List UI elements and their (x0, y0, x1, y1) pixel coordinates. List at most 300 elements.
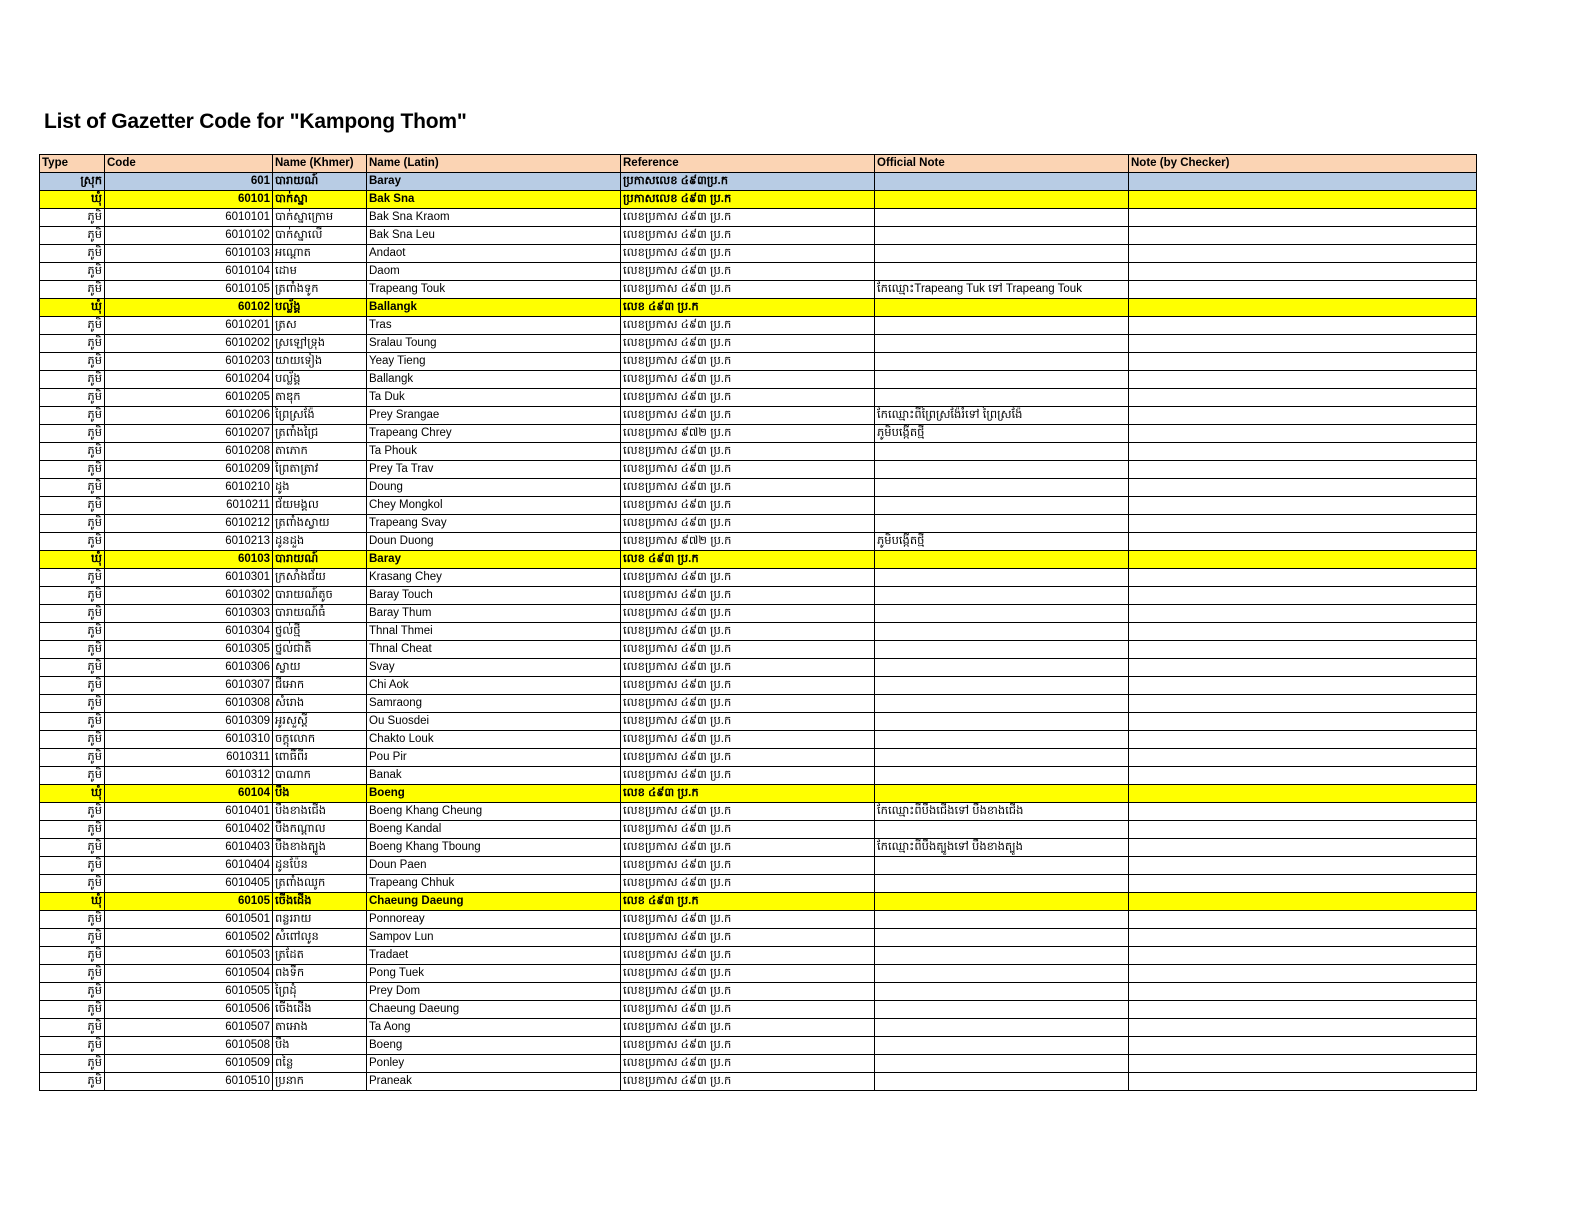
cell-type: ភូមិ (40, 461, 105, 479)
cell-type: ភូមិ (40, 1073, 105, 1091)
cell-type: ភូមិ (40, 695, 105, 713)
cell-name-khmer: ត្រពាំងឈូក (273, 875, 367, 893)
cell-type: ភូមិ (40, 839, 105, 857)
cell-code: 6010302 (105, 587, 273, 605)
village-row (40, 353, 1477, 371)
cell-reference: លេខប្រកាស ៤៩៣ ប្រ.ក (621, 929, 875, 947)
cell-name-latin: Andaot (367, 245, 621, 263)
cell-checker-note (1129, 659, 1477, 677)
village-row (40, 209, 1477, 227)
cell-name-latin: Banak (367, 767, 621, 785)
cell-checker-note (1129, 299, 1477, 317)
cell-reference: លេខប្រកាស ៤៩៣ ប្រ.ក (621, 479, 875, 497)
cell-type: ភូមិ (40, 353, 105, 371)
cell-name-khmer: ត្រពាំងទូក (273, 281, 367, 299)
cell-code: 6010304 (105, 623, 273, 641)
cell-name-latin: Prey Ta Trav (367, 461, 621, 479)
cell-type: ភូមិ (40, 515, 105, 533)
cell-checker-note (1129, 209, 1477, 227)
cell-name-khmer: បឹងកណ្តាល (273, 821, 367, 839)
cell-reference: លេខប្រកាស ៤៩៣ ប្រ.ក (621, 641, 875, 659)
cell-checker-note (1129, 749, 1477, 767)
cell-name-khmer: បល្ល័ង្គ (273, 371, 367, 389)
cell-reference: លេខប្រកាស ៤៩៣ ប្រ.ក (621, 335, 875, 353)
cell-type: ភូមិ (40, 821, 105, 839)
cell-type: ភូមិ (40, 641, 105, 659)
cell-type: ស្រុក (40, 173, 105, 191)
cell-code: 6010308 (105, 695, 273, 713)
cell-checker-note (1129, 983, 1477, 1001)
village-row (40, 371, 1477, 389)
cell-name-latin: Prey Dom (367, 983, 621, 1001)
cell-name-khmer: តាអោង (273, 1019, 367, 1037)
cell-official-note (875, 353, 1129, 371)
cell-reference: លេខប្រកាស ៤៩៣ ប្រ.ក (621, 569, 875, 587)
cell-checker-note (1129, 821, 1477, 839)
cell-name-latin: Trapeang Svay (367, 515, 621, 533)
cell-name-khmer: ដូង (273, 479, 367, 497)
cell-type: ភូមិ (40, 281, 105, 299)
cell-official-note (875, 479, 1129, 497)
cell-checker-note (1129, 443, 1477, 461)
cell-official-note (875, 623, 1129, 641)
cell-reference: លេខប្រកាស ៤៩៣ ប្រ.ក (621, 317, 875, 335)
cell-official-note (875, 1055, 1129, 1073)
cell-official-note (875, 317, 1129, 335)
cell-official-note (875, 929, 1129, 947)
cell-code: 60102 (105, 299, 273, 317)
village-row (40, 533, 1477, 551)
cell-checker-note (1129, 731, 1477, 749)
cell-checker-note (1129, 497, 1477, 515)
cell-name-khmer: ត្រដែត (273, 947, 367, 965)
column-header-checker-note: Note (by Checker) (1129, 155, 1477, 173)
cell-official-note (875, 461, 1129, 479)
cell-reference: លេខប្រកាស ៤៩៣ ប្រ.ក (621, 353, 875, 371)
cell-type: ភូមិ (40, 533, 105, 551)
commune-row (40, 191, 1477, 209)
cell-official-note (875, 1037, 1129, 1055)
cell-type: ភូមិ (40, 425, 105, 443)
cell-official-note (875, 443, 1129, 461)
cell-reference: លេខប្រកាស ៤៩៣ ប្រ.ក (621, 389, 875, 407)
village-row (40, 911, 1477, 929)
cell-name-khmer: បឹង (273, 1037, 367, 1055)
cell-reference: លេខប្រកាស ៤៩៣ ប្រ.ក (621, 821, 875, 839)
cell-name-khmer: ព្រៃស្រង៉ែ (273, 407, 367, 425)
cell-name-khmer: ត្រពាំងជ្រៃ (273, 425, 367, 443)
cell-reference: លេខប្រកាស ៤៩៣ ប្រ.ក (621, 1001, 875, 1019)
cell-official-note (875, 497, 1129, 515)
cell-reference: លេខប្រកាស ៤៩៣ ប្រ.ក (621, 875, 875, 893)
cell-checker-note (1129, 245, 1477, 263)
cell-reference: លេខប្រកាស ៤៩៣ ប្រ.ក (621, 209, 875, 227)
cell-reference: លេខប្រកាស ៤៩៣ ប្រ.ក (621, 965, 875, 983)
cell-name-latin: Baray Touch (367, 587, 621, 605)
cell-code: 6010305 (105, 641, 273, 659)
cell-code: 60104 (105, 785, 273, 803)
cell-name-khmer: ព្រៃដុំ (273, 983, 367, 1001)
cell-checker-note (1129, 929, 1477, 947)
cell-checker-note (1129, 893, 1477, 911)
cell-type: ភូមិ (40, 317, 105, 335)
cell-official-note (875, 587, 1129, 605)
cell-type: ភូមិ (40, 659, 105, 677)
cell-checker-note (1129, 965, 1477, 983)
cell-reference: លេខប្រកាស ៤៩៣ ប្រ.ក (621, 407, 875, 425)
village-row (40, 875, 1477, 893)
cell-code: 6010503 (105, 947, 273, 965)
cell-name-khmer: ថ្នល់ជាតិ (273, 641, 367, 659)
cell-code: 6010509 (105, 1055, 273, 1073)
cell-code: 6010207 (105, 425, 273, 443)
cell-reference: លេខប្រកាស ៤៩៣ ប្រ.ក (621, 497, 875, 515)
cell-official-note (875, 173, 1129, 191)
village-row (40, 569, 1477, 587)
cell-reference: លេខប្រកាស ៤៩៣ ប្រ.ក (621, 713, 875, 731)
cell-reference: លេខប្រកាស ៤៩៣ ប្រ.ក (621, 245, 875, 263)
village-row (40, 605, 1477, 623)
cell-reference: ប្រកាសលេខ ៤៩៣ប្រ.ក (621, 173, 875, 191)
cell-checker-note (1129, 623, 1477, 641)
cell-checker-note (1129, 839, 1477, 857)
village-row (40, 803, 1477, 821)
cell-type: ភូមិ (40, 929, 105, 947)
cell-type: ភូមិ (40, 335, 105, 353)
village-row (40, 497, 1477, 515)
cell-reference: លេខប្រកាស ៤៩៣ ប្រ.ក (621, 695, 875, 713)
cell-name-latin: Thnal Cheat (367, 641, 621, 659)
cell-type: ភូមិ (40, 497, 105, 515)
cell-name-latin: Tradaet (367, 947, 621, 965)
cell-official-note (875, 245, 1129, 263)
village-row (40, 389, 1477, 407)
cell-checker-note (1129, 911, 1477, 929)
cell-code: 6010103 (105, 245, 273, 263)
cell-official-note (875, 515, 1129, 533)
cell-name-khmer: បារាយណ៍ (273, 551, 367, 569)
cell-official-note: ភូមិបង្កើតថ្មី (875, 425, 1129, 443)
village-row (40, 281, 1477, 299)
village-row (40, 713, 1477, 731)
cell-name-latin: Daom (367, 263, 621, 281)
cell-name-khmer: អណ្តោត (273, 245, 367, 263)
cell-code: 6010105 (105, 281, 273, 299)
cell-reference: លេខប្រកាស ៤៩៣ ប្រ.ក (621, 263, 875, 281)
cell-type: ភូមិ (40, 713, 105, 731)
cell-reference: លេខប្រកាស ៤៩៣ ប្រ.ក (621, 371, 875, 389)
cell-official-note (875, 191, 1129, 209)
cell-name-latin: Trapeang Chhuk (367, 875, 621, 893)
cell-name-khmer: ដូនប៉ែន (273, 857, 367, 875)
village-row (40, 1001, 1477, 1019)
cell-checker-note (1129, 227, 1477, 245)
cell-name-latin: Boeng Khang Cheung (367, 803, 621, 821)
cell-code: 601 (105, 173, 273, 191)
column-header-reference: Reference (621, 155, 875, 173)
commune-row (40, 551, 1477, 569)
village-row (40, 1019, 1477, 1037)
cell-type: ភូមិ (40, 263, 105, 281)
cell-reference: លេខប្រកាស ៤៩៣ ប្រ.ក (621, 947, 875, 965)
village-row (40, 1037, 1477, 1055)
cell-checker-note (1129, 587, 1477, 605)
cell-name-latin: Doun Paen (367, 857, 621, 875)
village-row (40, 1073, 1477, 1091)
village-row (40, 1055, 1477, 1073)
cell-checker-note (1129, 371, 1477, 389)
cell-checker-note (1129, 353, 1477, 371)
village-row (40, 443, 1477, 461)
cell-code: 6010101 (105, 209, 273, 227)
cell-type: ឃុំ (40, 191, 105, 209)
cell-checker-note (1129, 317, 1477, 335)
cell-official-note (875, 263, 1129, 281)
cell-checker-note (1129, 947, 1477, 965)
cell-name-khmer: ដូនដួង (273, 533, 367, 551)
cell-official-note (875, 677, 1129, 695)
cell-official-note (875, 731, 1129, 749)
cell-name-latin: Praneak (367, 1073, 621, 1091)
cell-reference: លេខប្រកាស ៤៩៣ ប្រ.ក (621, 1055, 875, 1073)
cell-code: 6010307 (105, 677, 273, 695)
cell-checker-note (1129, 1037, 1477, 1055)
cell-name-khmer: ពងទឹក (273, 965, 367, 983)
cell-name-khmer: ដោម (273, 263, 367, 281)
cell-name-latin: Trapeang Touk (367, 281, 621, 299)
page-title: List of Gazetter Code for "Kampong Thom" (44, 110, 467, 133)
cell-type: ភូមិ (40, 911, 105, 929)
cell-name-khmer: ប្រនាក (273, 1073, 367, 1091)
cell-checker-note (1129, 641, 1477, 659)
cell-official-note (875, 875, 1129, 893)
cell-reference: លេខប្រកាស ៤៩៣ ប្រ.ក (621, 767, 875, 785)
cell-reference: លេខប្រកាស ៤៩៣ ប្រ.ក (621, 803, 875, 821)
village-row (40, 677, 1477, 695)
cell-name-khmer: ថ្នល់ថ្មី (273, 623, 367, 641)
cell-checker-note (1129, 1055, 1477, 1073)
cell-reference: លេខប្រកាស ៤៩៣ ប្រ.ក (621, 587, 875, 605)
cell-name-latin: Ta Aong (367, 1019, 621, 1037)
cell-reference: លេខ ៤៩៣ ប្រ.ក (621, 551, 875, 569)
village-row (40, 749, 1477, 767)
column-header-type: Type (40, 155, 105, 173)
village-row (40, 317, 1477, 335)
cell-name-khmer: ក្រសាំងជ័យ (273, 569, 367, 587)
cell-official-note (875, 335, 1129, 353)
cell-official-note (875, 551, 1129, 569)
cell-name-latin: Thnal Thmei (367, 623, 621, 641)
cell-name-latin: Doun Duong (367, 533, 621, 551)
cell-type: ភូមិ (40, 479, 105, 497)
cell-reference: លេខប្រកាស ៤៩៣ ប្រ.ក (621, 749, 875, 767)
village-row (40, 767, 1477, 785)
cell-reference: លេខប្រកាស ៤៩៣ ប្រ.ក (621, 839, 875, 857)
column-header-official-note: Official Note (875, 155, 1129, 173)
cell-name-khmer: ស្រឡៅទ្រុង (273, 335, 367, 353)
cell-name-latin: Ou Suosdei (367, 713, 621, 731)
cell-type: ភូមិ (40, 677, 105, 695)
cell-name-khmer: បាក់ស្នាលើ (273, 227, 367, 245)
cell-name-latin: Baray (367, 551, 621, 569)
cell-type: ភូមិ (40, 875, 105, 893)
cell-checker-note (1129, 173, 1477, 191)
cell-code: 60101 (105, 191, 273, 209)
cell-name-khmer: បារាយណ៍ធំ (273, 605, 367, 623)
cell-code: 6010213 (105, 533, 273, 551)
cell-reference: លេខប្រកាស ៤៩៣ ប្រ.ក (621, 227, 875, 245)
cell-name-latin: Bak Sna (367, 191, 621, 209)
cell-official-note (875, 209, 1129, 227)
cell-name-latin: Boeng (367, 1037, 621, 1055)
cell-code: 6010309 (105, 713, 273, 731)
cell-official-note (875, 299, 1129, 317)
cell-code: 6010507 (105, 1019, 273, 1037)
cell-official-note: កែឈ្មោះពីព្រៃស្រង៉ែរំទៅ ព្រៃស្រង៉ែ (875, 407, 1129, 425)
cell-code: 6010510 (105, 1073, 273, 1091)
cell-name-latin: Prey Srangae (367, 407, 621, 425)
cell-code: 6010212 (105, 515, 273, 533)
cell-official-note: កែឈ្មោះពីបឹងជើងទៅ បឹងខាងជើង (875, 803, 1129, 821)
cell-official-note (875, 983, 1129, 1001)
cell-type: ភូមិ (40, 1037, 105, 1055)
cell-name-khmer: ស្វាយ (273, 659, 367, 677)
cell-type: ភូមិ (40, 983, 105, 1001)
village-row (40, 425, 1477, 443)
cell-name-khmer: បឹងខាងជើង (273, 803, 367, 821)
cell-name-khmer: បារាយណ៍តូច (273, 587, 367, 605)
village-row (40, 461, 1477, 479)
village-row (40, 587, 1477, 605)
cell-official-note (875, 911, 1129, 929)
cell-official-note (875, 695, 1129, 713)
cell-checker-note (1129, 875, 1477, 893)
cell-official-note (875, 1073, 1129, 1091)
cell-code: 6010206 (105, 407, 273, 425)
cell-name-latin: Krasang Chey (367, 569, 621, 587)
cell-official-note (875, 749, 1129, 767)
cell-reference: លេខប្រកាស ៤៩៣ ប្រ.ក (621, 983, 875, 1001)
cell-name-khmer: ពន្លររាយ (273, 911, 367, 929)
cell-official-note (875, 1001, 1129, 1019)
cell-reference: លេខប្រកាស ៤៩៣ ប្រ.ក (621, 623, 875, 641)
village-row (40, 731, 1477, 749)
cell-name-latin: Ballangk (367, 299, 621, 317)
cell-name-khmer: ចក្តុលោក (273, 731, 367, 749)
cell-name-latin: Chaeung Daeung (367, 1001, 621, 1019)
cell-reference: លេខប្រកាស ៤៩៣ ប្រ.ក (621, 443, 875, 461)
cell-checker-note (1129, 569, 1477, 587)
cell-name-latin: Sralau Toung (367, 335, 621, 353)
cell-reference: លេខប្រកាស ៤៩៣ ប្រ.ក (621, 1019, 875, 1037)
cell-code: 6010306 (105, 659, 273, 677)
cell-reference: លេខប្រកាស ៤៩៣ ប្រ.ក (621, 515, 875, 533)
cell-name-khmer: បាក់ស្នា (273, 191, 367, 209)
cell-code: 6010208 (105, 443, 273, 461)
cell-code: 6010311 (105, 749, 273, 767)
cell-name-latin: Boeng (367, 785, 621, 803)
cell-code: 6010102 (105, 227, 273, 245)
cell-name-latin: Boeng Kandal (367, 821, 621, 839)
cell-reference: លេខ ៤៩៣ ប្រ.ក (621, 785, 875, 803)
cell-checker-note (1129, 389, 1477, 407)
cell-checker-note (1129, 1001, 1477, 1019)
cell-name-latin: Chaeung Daeung (367, 893, 621, 911)
cell-type: ភូមិ (40, 749, 105, 767)
cell-official-note (875, 965, 1129, 983)
village-row (40, 407, 1477, 425)
cell-reference: លេខប្រកាស ៩៧២ ប្រ.ក (621, 533, 875, 551)
cell-type: ភូមិ (40, 227, 105, 245)
village-row (40, 983, 1477, 1001)
village-row (40, 821, 1477, 839)
cell-code: 6010508 (105, 1037, 273, 1055)
cell-official-note (875, 821, 1129, 839)
cell-type: ឃុំ (40, 785, 105, 803)
village-row (40, 227, 1477, 245)
cell-name-latin: Yeay Tieng (367, 353, 621, 371)
cell-name-khmer: បារាយណ៍ (273, 173, 367, 191)
cell-type: ភូមិ (40, 947, 105, 965)
cell-official-note (875, 569, 1129, 587)
cell-type: ភូមិ (40, 605, 105, 623)
cell-checker-note (1129, 479, 1477, 497)
village-row (40, 965, 1477, 983)
cell-name-khmer: ត្រពាំងស្វាយ (273, 515, 367, 533)
cell-reference: លេខប្រកាស ៤៩៣ ប្រ.ក (621, 857, 875, 875)
cell-name-khmer: ព្រៃតាត្រាវ (273, 461, 367, 479)
cell-name-latin: Bak Sna Kraom (367, 209, 621, 227)
cell-name-latin: Sampov Lun (367, 929, 621, 947)
cell-official-note (875, 893, 1129, 911)
cell-checker-note (1129, 335, 1477, 353)
cell-code: 6010303 (105, 605, 273, 623)
cell-name-latin: Tras (367, 317, 621, 335)
cell-type: ភូមិ (40, 1019, 105, 1037)
cell-code: 6010211 (105, 497, 273, 515)
cell-name-latin: Ponnoreay (367, 911, 621, 929)
village-row (40, 479, 1477, 497)
cell-type: ភូមិ (40, 623, 105, 641)
cell-reference: លេខប្រកាស ៤៩៣ ប្រ.ក (621, 1073, 875, 1091)
cell-type: ភូមិ (40, 569, 105, 587)
cell-name-latin: Pong Tuek (367, 965, 621, 983)
cell-official-note (875, 389, 1129, 407)
cell-code: 6010501 (105, 911, 273, 929)
cell-reference: លេខ ៤៩៣ ប្រ.ក (621, 893, 875, 911)
cell-checker-note (1129, 407, 1477, 425)
cell-name-latin: Trapeang Chrey (367, 425, 621, 443)
cell-code: 60103 (105, 551, 273, 569)
cell-checker-note (1129, 605, 1477, 623)
cell-official-note (875, 785, 1129, 803)
cell-name-latin: Bak Sna Leu (367, 227, 621, 245)
cell-type: ភូមិ (40, 443, 105, 461)
commune-row (40, 785, 1477, 803)
cell-reference: លេខប្រកាស ៤៩៣ ប្រ.ក (621, 1037, 875, 1055)
cell-checker-note (1129, 281, 1477, 299)
cell-checker-note (1129, 803, 1477, 821)
cell-checker-note (1129, 551, 1477, 569)
cell-name-khmer: ចើងដើង (273, 893, 367, 911)
cell-name-latin: Ta Phouk (367, 443, 621, 461)
cell-reference: លេខប្រកាស ៤៩៣ ប្រ.ក (621, 731, 875, 749)
cell-code: 6010404 (105, 857, 273, 875)
village-row (40, 641, 1477, 659)
cell-reference: លេខប្រកាស ៤៩៣ ប្រ.ក (621, 911, 875, 929)
cell-code: 6010202 (105, 335, 273, 353)
cell-name-latin: Chi Aok (367, 677, 621, 695)
